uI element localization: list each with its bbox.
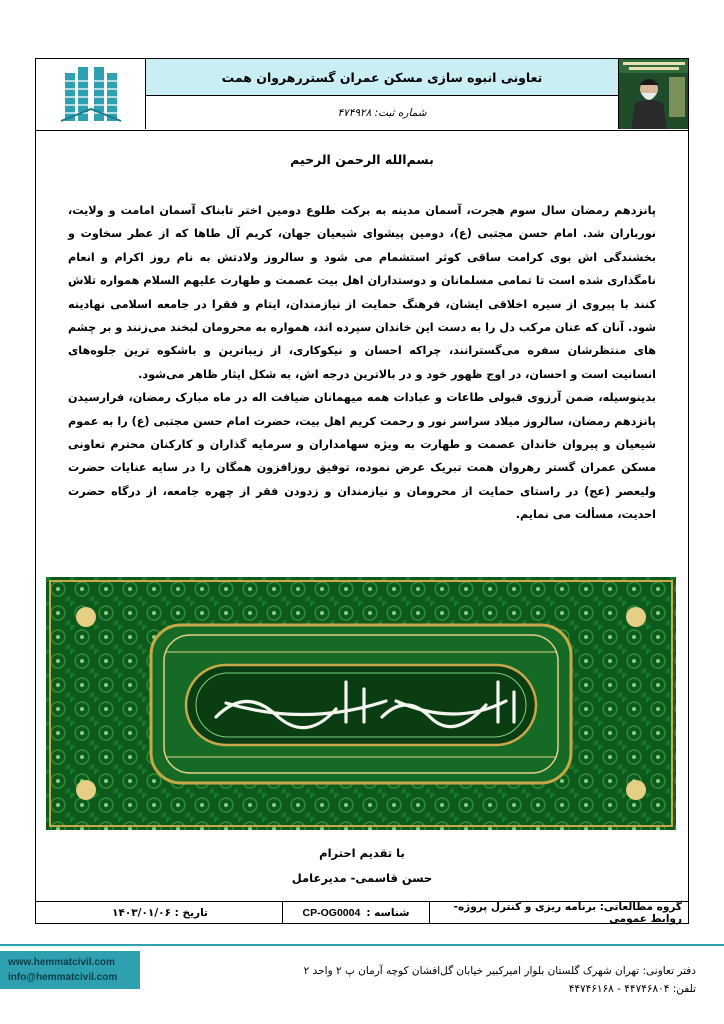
closing-regards: با تقدیم احترام <box>319 846 405 860</box>
registration-number: شماره ثبت: ۴۷۴۹۲۸ <box>337 106 427 119</box>
email-link[interactable]: info@hemmatcivil.com <box>8 972 118 983</box>
footer-divider <box>0 944 724 946</box>
document-id-value: CP-OG0004 <box>302 906 361 919</box>
letter-body <box>68 199 656 527</box>
company-name: تعاونی انبوه سازی مسکن عمران گستررهروان همت <box>146 59 618 96</box>
calligraphy-banner <box>46 577 676 830</box>
document-date: تاریخ : ۱۴۰۳/۰۱/۰۶ <box>112 906 208 919</box>
document-id <box>282 902 430 923</box>
leader-portrait-photo <box>619 59 688 129</box>
footer-contact-box <box>0 951 140 989</box>
document-id-label: شناسه : <box>366 906 410 919</box>
portrait-cell <box>618 59 688 129</box>
footer-address-block <box>304 962 696 998</box>
letter-paragraph-2: بدینوسیله، ضمن آرزوی قبولی طاعات و عبادات همه میهمانان ضیافت اله در ماه مبارک رمضان، فرارسیدن پانزدهم رمضان، سالروز میلاد سراسر نور و رحمت کریم اهل بیت، حضرت امام حسن مجتبی (ع) را به عموم شیعیان و پیروان خاندان عصمت و طهارت به ویژه سهامداران و سرمایه گذاران و کارکنان محترم تعاونی مسکن عمران گستر رهروان همت تبریک عرض نموده، توفیق روزافزون همگان را در سایه عنایات حضرت ولیعصر (عج) در راستای حمایت از محرومان و نیازمندان و زدودن فقر از چهره جامعه، از درگاه حضرت احدیت، مسألت می نمایم. <box>68 391 656 522</box>
letterhead <box>36 59 688 131</box>
calligraphy-banner-art <box>46 577 676 830</box>
document-info-row <box>36 901 688 923</box>
signer-name: حسن قاسمی- مدیرعامل <box>291 871 433 885</box>
building-towers-logo <box>59 65 123 123</box>
office-address: دفتر تعاونی: تهران شهرک گلستان بلوار امیرکبیر خیابان گل‌افشان کوچه آرمان پ ۲ واحد ۲ <box>303 965 696 977</box>
letter-paragraph-1: پانزدهم رمضان سال سوم هجرت، آسمان مدینه به برکت طلوع دومین اختر تابناک آسمان امامت و ولایت، نورباران شد. امام حسن مجتبی (ع)، دومین پیشوای شیعیان جهان، کریم آل طاها که از عطر سخاوت و بخشندگی اش بوی کرامت ساقی کوثر استشمام می شود و سالروز ولادتش به نام روز اکرام و انعام نامگذاری شده است تا تمامی مسلمانان و دوستداران اهل بیت عصمت و طهارت علیهم السلام همواره تلاش کنند با پیروی از سیره اخلاقی ایشان، فرهنگ حمایت از نیازمندان، ایتام و فقرا در جامعه اسلامی نهادینه شود. آنان که عنان مرکب دل را به دست این خاندان سپرده اند، همواره به محرومان لبخند می‌زنند و بر چشم های منتظرشان سفره می‌گسترانند، چراکه احسان و نیکوکاری، از زیباترین و باشکوه ترین جلوه‌های انسانیت است و احسان، در اوج ظهور خود و در بالاترین درجه اش، به شکل ایثار ظاهر می‌شود. <box>68 204 656 381</box>
website-link[interactable]: www.hemmatcivil.com <box>8 957 115 968</box>
office-phone: تلفن: ۴۴۷۴۶۸۰۴ - ۴۴۷۴۶۱۶۸ <box>568 983 696 995</box>
bismillah-heading: بسم‌الله الرحمن الرحیم <box>290 152 434 167</box>
letter-frame <box>35 58 689 924</box>
study-group: گروه مطالعاتی: برنامه ریزی و کنترل پروژه- روابط عمومی <box>453 900 682 925</box>
company-logo-cell <box>36 59 146 129</box>
